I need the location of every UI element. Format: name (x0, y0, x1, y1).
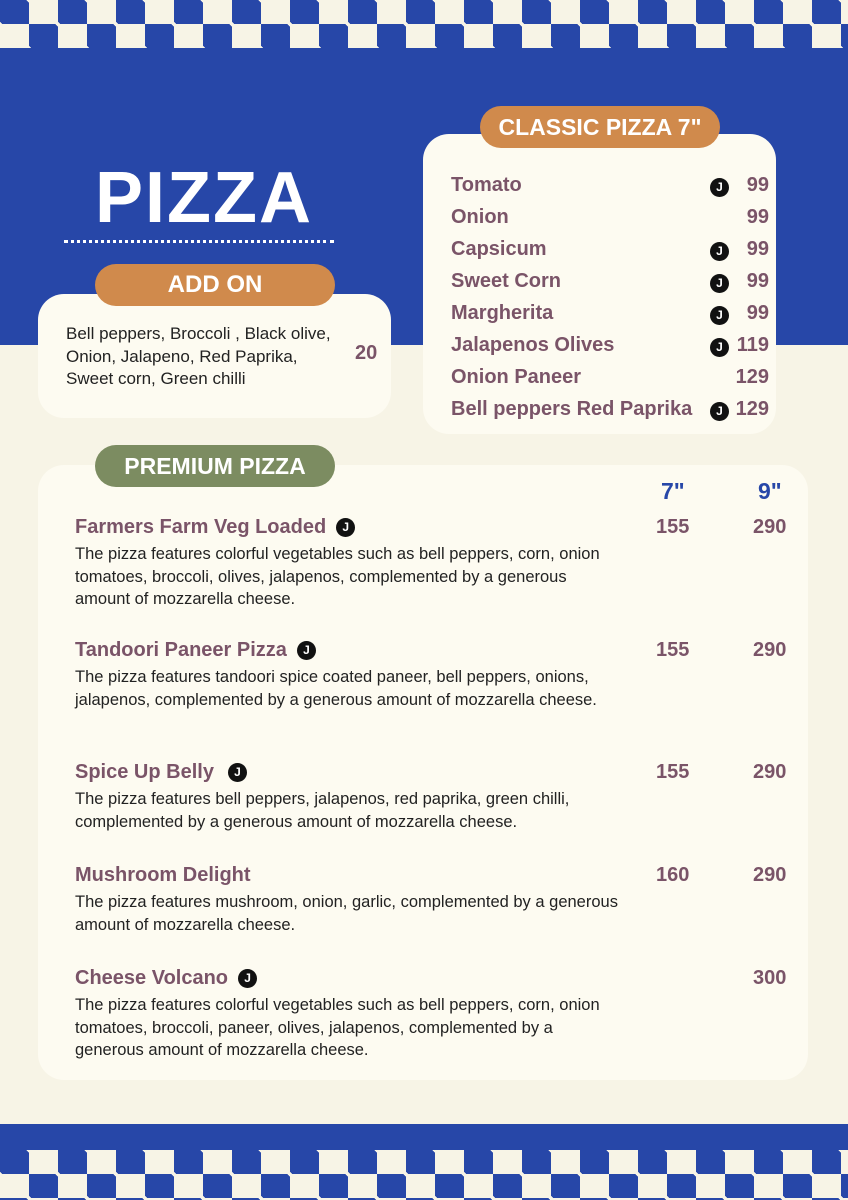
premium-item-price-9: 300 (753, 967, 787, 989)
premium-item (75, 861, 785, 936)
classic-item-price: 99 (746, 174, 769, 196)
classic-pizza-list (451, 171, 769, 427)
premium-item-name: Spice Up Belly (75, 761, 214, 783)
jain-badge-icon: J (336, 518, 355, 537)
size-9-heading: 9" (758, 478, 782, 504)
classic-item-price: 99 (746, 270, 769, 292)
classic-item (451, 331, 769, 363)
premium-item-price-7: 160 (656, 864, 690, 886)
classic-item-price: 99 (746, 238, 769, 260)
classic-pizza-heading: CLASSIC PIZZA 7" (480, 106, 720, 148)
classic-item (451, 395, 769, 427)
title-underline (64, 240, 334, 243)
premium-item-price-9: 290 (753, 516, 787, 538)
classic-item (451, 363, 769, 395)
premium-item-price-9: 290 (753, 761, 787, 783)
classic-item (451, 267, 769, 299)
jain-badge-icon: J (228, 763, 247, 782)
jain-badge-icon: J (710, 274, 729, 293)
classic-item-name: Onion Paneer (451, 366, 582, 388)
classic-item-name: Tomato (451, 174, 522, 196)
jain-badge-icon: J (710, 402, 729, 421)
premium-item-price-9: 290 (753, 864, 787, 886)
premium-item-price-7: 155 (656, 516, 690, 538)
premium-item-description: The pizza features tandoori spice coated paneer, bell peppers, onions, jalapenos, complemented by a generous amount of mozzarella cheese. (75, 668, 597, 709)
classic-item (451, 235, 769, 267)
premium-item-price-7: 155 (656, 639, 690, 661)
classic-item-price: 129 (735, 398, 769, 420)
premium-item-description: The pizza features colorful vegetables such as bell peppers, corn, onion tomatoes, broccoli, olives, jalapenos, complemented by a generous amount of mozzarella cheese. (75, 545, 600, 608)
premium-item-description: The pizza features colorful vegetables such as bell peppers, corn, onion tomatoes, broccoli, paneer, olives, jalapenos, complemented by a generous amount of mozzarella cheese. (75, 996, 600, 1059)
checkered-border-bottom (0, 1150, 848, 1200)
classic-item-price: 119 (736, 334, 769, 356)
classic-item-name: Margherita (451, 302, 554, 324)
jain-badge-icon: J (238, 969, 257, 988)
premium-pizza-heading: PREMIUM PIZZA (95, 445, 335, 487)
classic-item-name: Capsicum (451, 238, 547, 260)
classic-item-name: Onion (451, 206, 509, 228)
premium-item-price-7: 155 (656, 761, 690, 783)
premium-item-name: Tandoori Paneer Pizza (75, 639, 287, 661)
premium-item-name: Mushroom Delight (75, 864, 251, 886)
classic-item (451, 299, 769, 331)
classic-item-name: Sweet Corn (451, 270, 562, 292)
add-on-description: Bell peppers, Broccoli , Black olive, Onion, Jalapeno, Red Paprika, Sweet corn, Green chilli (66, 324, 331, 388)
footer-band (0, 1124, 848, 1150)
classic-item-name: Bell peppers Red Paprika (451, 398, 693, 420)
page-title: PIZZA (95, 158, 313, 238)
premium-item (75, 964, 785, 1062)
jain-badge-icon: J (710, 338, 729, 357)
classic-item-price: 129 (735, 366, 769, 388)
jain-badge-icon: J (710, 178, 729, 197)
add-on-price: 20 (355, 342, 378, 364)
classic-item-name: Jalapenos Olives (451, 334, 615, 356)
classic-item (451, 203, 769, 235)
premium-item-description: The pizza features bell peppers, jalapenos, red paprika, green chilli, complemented by a generous amount of mozzarella cheese. (75, 790, 570, 831)
premium-item-name: Farmers Farm Veg Loaded (75, 516, 327, 538)
premium-item-description: The pizza features mushroom, onion, garlic, complemented by a generous amount of mozzarella cheese. (75, 893, 618, 934)
premium-item-price-9: 290 (753, 639, 787, 661)
jain-badge-icon: J (710, 306, 729, 325)
premium-item (75, 513, 785, 611)
classic-item (451, 171, 769, 203)
jain-badge-icon: J (297, 641, 316, 660)
size-7-heading: 7" (661, 478, 685, 504)
jain-badge-icon: J (710, 242, 729, 261)
premium-item-name: Cheese Volcano (75, 967, 229, 989)
premium-item (75, 758, 785, 833)
checkered-border-top (0, 0, 848, 48)
classic-item-price: 99 (746, 206, 769, 228)
classic-item-price: 99 (746, 302, 769, 324)
premium-item (75, 636, 785, 711)
premium-item-title (75, 964, 785, 992)
add-on-heading: ADD ON (95, 264, 335, 306)
